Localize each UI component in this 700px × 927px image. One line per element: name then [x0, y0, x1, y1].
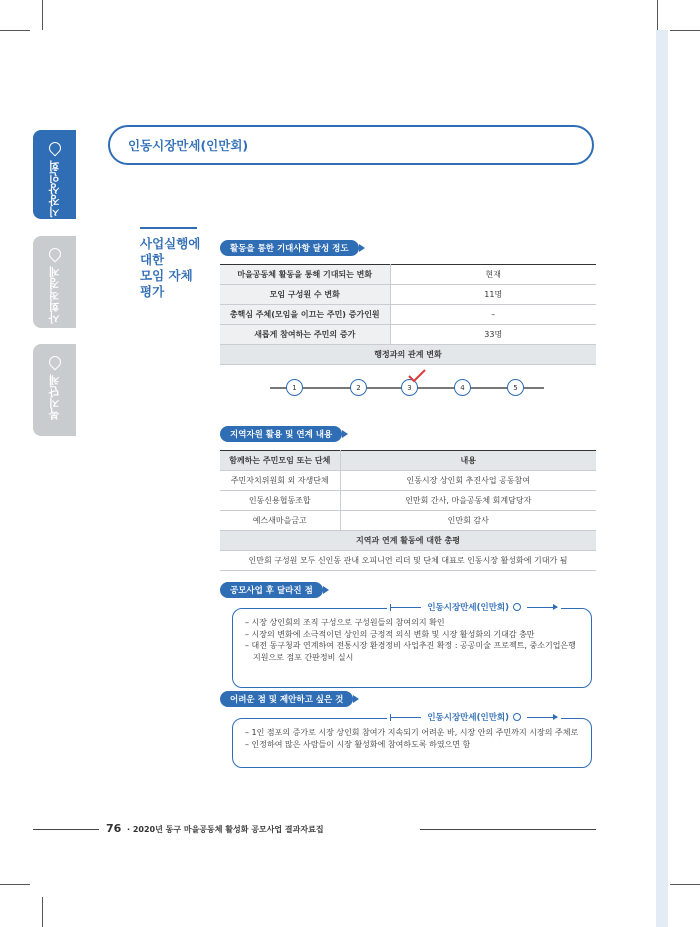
table-cell: 인동신용협동조합	[220, 491, 340, 511]
note-header	[387, 711, 561, 723]
table-cell: 예스새마을금고	[220, 511, 340, 531]
difficulties-note-box	[232, 713, 592, 768]
table-row	[220, 325, 596, 345]
table-row	[220, 265, 596, 285]
page-title: 인동시장만세(인만회)	[128, 138, 249, 153]
note-line: – 인정하여 많은 사람들이 시장 활성화에 참여하도록 하였으면 함	[245, 739, 471, 749]
arrow-line	[391, 717, 421, 718]
table-cell-label: 모임 구성원 수 변화	[220, 285, 390, 305]
note-line: 지원으로 점포 간판정비 실시	[253, 652, 354, 662]
pill-label: 어려운 점 및 제안하고 싶은 것	[230, 695, 344, 705]
footer-title: · 2020년 동구 마을공동체 활성화 공모사업 결과자료집	[127, 825, 324, 834]
scale-node: 3	[401, 379, 418, 396]
tab-icon	[46, 140, 63, 157]
expectation-table	[220, 264, 596, 365]
tab-welfare[interactable]	[33, 344, 76, 436]
table-header: 내용	[340, 451, 596, 471]
tab-label: 복지단체	[47, 374, 61, 420]
crop-mark	[670, 884, 700, 885]
summary-label: 지역과 연계 활동에 대한 총평	[220, 531, 596, 551]
search-icon	[513, 603, 521, 611]
page-edge-strip	[656, 30, 668, 927]
page-number: 76	[106, 822, 122, 835]
table-cell-label: 총핵심 주체(모임을 이끄는 주민) 증가인원	[220, 305, 390, 325]
table-row	[220, 511, 596, 531]
header-box	[108, 125, 594, 165]
table-header-row	[220, 451, 596, 471]
note-line: – 시장 상인회의 조직 구성으로 구성원들의 참여의지 확인	[245, 618, 445, 627]
note-header	[387, 601, 561, 613]
scale-node: 4	[454, 379, 471, 396]
footer-rule	[420, 829, 596, 830]
note-title: 인동시장만세(인만회)	[427, 713, 509, 723]
table-cell-value: 현재	[390, 265, 596, 285]
heading-rule	[140, 227, 197, 229]
crop-mark	[0, 30, 30, 31]
table-row	[220, 551, 596, 571]
tab-social-economy[interactable]	[33, 236, 76, 328]
scale-node: 1	[286, 379, 303, 396]
note-line: – 1인 점포의 증가로 시장 상인회 참여가 지속되기 어려운 바, 시장 안의 주민까지 시장의 주체로	[245, 728, 579, 737]
section-heading	[140, 236, 210, 300]
tab-label: 사회적경제	[47, 266, 61, 324]
table-cell: 인만회 간사, 마을공동체 회계담당자	[340, 491, 596, 511]
crop-mark	[0, 884, 30, 885]
table-row	[220, 305, 596, 325]
heading-line: 대한	[140, 252, 165, 267]
footer-rule	[33, 829, 99, 830]
crop-mark	[42, 0, 43, 30]
resources-table	[220, 450, 596, 571]
tab-market-merchants[interactable]	[33, 130, 76, 219]
table-header: 함께하는 주민모임 또는 단체	[220, 451, 340, 471]
scale-node: 5	[507, 379, 524, 396]
table-cell-label: 마을공동체 활동을 통해 기대되는 변화	[220, 265, 390, 285]
table-row	[220, 491, 596, 511]
admin-relation-label: 행정과의 관계 변화	[220, 345, 596, 365]
table-row	[220, 531, 596, 551]
table-row	[220, 285, 596, 305]
changes-note-box	[232, 603, 592, 688]
table-cell-value: 11명	[390, 285, 596, 305]
section-pill-resources	[220, 426, 342, 442]
table-cell: 인동시장 상인회 추진사업 공동참여	[340, 471, 596, 491]
arrow-line	[527, 607, 557, 608]
tab-icon	[46, 354, 63, 371]
checkmark-icon	[408, 369, 426, 383]
scale-node: 2	[350, 379, 367, 396]
summary-text: 인만회 구성원 모두 신인동 관내 오피니언 리더 및 단체 대표로 인동시장 활성화에 기대가 됨	[220, 551, 596, 571]
table-row	[220, 345, 596, 365]
search-icon	[513, 713, 521, 721]
crop-mark	[670, 30, 700, 31]
pill-label: 지역자원 활용 및 연계 내용	[230, 430, 333, 440]
note-line: – 대전 동구청과 연계하여 전통시장 환경정비 사업추진 확정 : 공공미술 프로젝트, 중소기업은행	[245, 641, 576, 650]
section-pill-expectation	[220, 240, 359, 256]
crop-mark	[657, 0, 658, 30]
heading-line: 모임 자체	[140, 268, 193, 283]
crop-mark	[42, 897, 43, 927]
rating-scale	[270, 376, 544, 400]
section-pill-changes	[220, 582, 323, 598]
pill-label: 공모사업 후 달라진 점	[230, 586, 313, 596]
heading-line: 사업실행에	[140, 236, 201, 251]
book-icon	[46, 246, 63, 263]
table-row	[220, 471, 596, 491]
table-cell: 주민자치위원회 외 자생단체	[220, 471, 340, 491]
arrow-line	[391, 607, 421, 608]
note-title: 인동시장만세(인만회)	[427, 603, 509, 613]
table-cell: 인만회 감사	[340, 511, 596, 531]
note-line: – 시장의 변화에 소극적이던 상인의 긍정적 의식 변화 및 시장 활성화의 기대감 충만	[245, 629, 535, 639]
section-pill-difficulties	[220, 691, 353, 707]
table-cell-value: –	[390, 305, 596, 325]
arrow-line	[527, 717, 557, 718]
tab-label: 시장상인회	[47, 160, 61, 218]
table-cell-value: 33명	[390, 325, 596, 345]
heading-line: 평가	[140, 284, 165, 299]
table-cell-label: 새롭게 참여하는 주민의 증가	[220, 325, 390, 345]
pill-label: 활동을 통한 기대사항 달성 정도	[230, 244, 349, 254]
